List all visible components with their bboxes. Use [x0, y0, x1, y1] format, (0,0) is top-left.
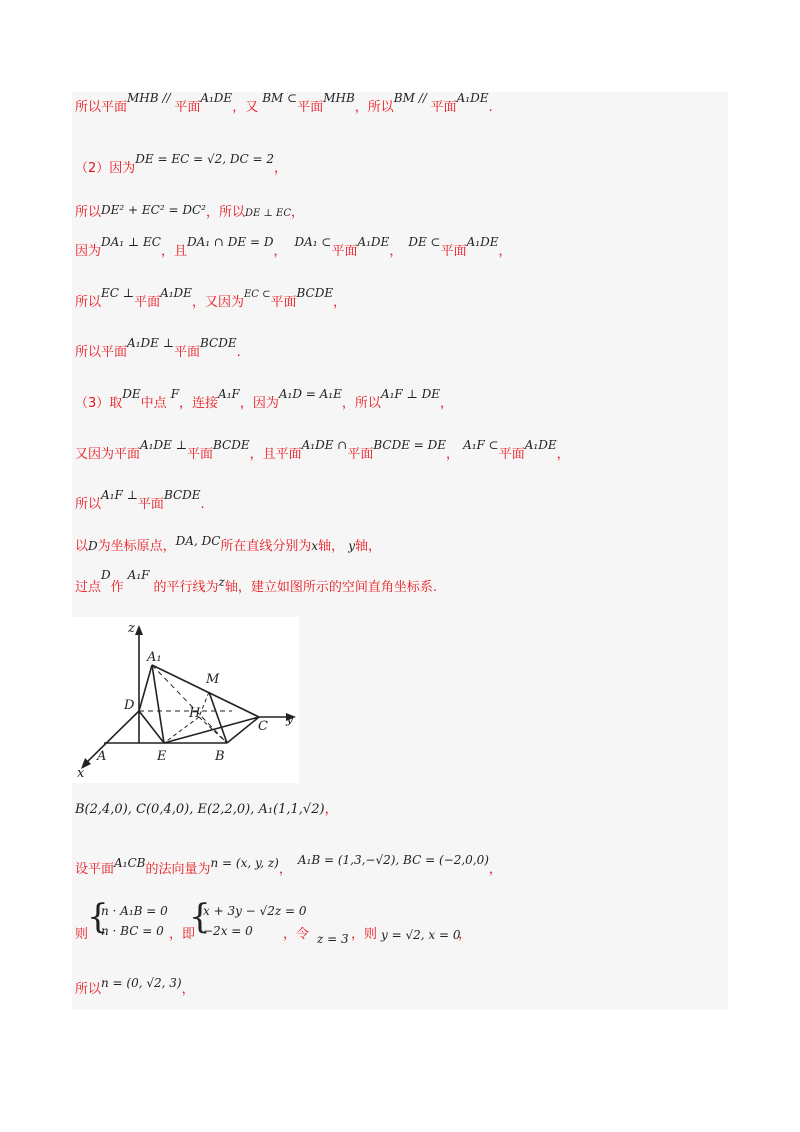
text: 轴，	[318, 539, 345, 554]
text: 则	[75, 927, 89, 942]
text: 的法向量为	[145, 862, 211, 877]
math: A₁DE	[524, 438, 557, 452]
text: 平面	[270, 295, 297, 310]
math: x + 3y − √2z = 0	[203, 904, 307, 918]
text: ，	[389, 244, 403, 259]
text: 平面	[347, 447, 374, 462]
label-M: M	[206, 672, 220, 687]
z-axis-arrow-icon	[135, 625, 143, 635]
text-line-10	[75, 534, 381, 554]
text: 过点	[75, 580, 102, 595]
text: （3）取	[75, 396, 123, 411]
math: EC ⊥	[101, 286, 135, 300]
text-line-12	[75, 803, 338, 816]
math: D	[88, 539, 98, 553]
math: D	[101, 568, 111, 582]
text: ，则	[351, 927, 378, 942]
left-brace-icon: {	[189, 897, 211, 937]
math: A₁DE	[456, 91, 489, 105]
math: DA₁ ∩ DE = D	[186, 235, 274, 249]
label-A: A	[97, 749, 107, 764]
math: A₁F	[127, 568, 150, 582]
math: MHB //	[127, 91, 175, 105]
label-H: H	[189, 706, 201, 721]
math: DE² + EC² = DC²	[101, 203, 206, 217]
text: （2）因为	[75, 161, 136, 176]
math: BCDE	[213, 438, 250, 452]
text: 作	[110, 580, 124, 595]
math: A₁F ⊂	[463, 438, 499, 452]
text: 轴，	[354, 539, 381, 554]
text: ，即	[169, 927, 196, 942]
text: 所以平面	[75, 345, 128, 360]
text-line-14	[75, 896, 495, 946]
text: 中点	[140, 396, 167, 411]
text-line-4	[75, 235, 512, 259]
text: ，且	[160, 244, 187, 259]
x-axis	[84, 711, 139, 765]
label-z: z	[128, 621, 135, 636]
math: DE = EC = √2, DC = 2	[135, 152, 275, 166]
text: ，连接	[179, 396, 219, 411]
text: 平面	[430, 100, 457, 115]
text: ，	[446, 447, 460, 462]
math: MHB	[323, 91, 355, 105]
text: ，	[498, 244, 512, 259]
text: ，	[291, 205, 305, 220]
text: 平面	[173, 345, 200, 360]
text: ，	[458, 927, 472, 942]
text: 所在直线分别为	[220, 539, 312, 554]
text: 的平行线为	[153, 580, 219, 595]
text: ，又	[232, 100, 259, 115]
math: n · BC = 0	[101, 924, 164, 938]
text: 平面	[440, 244, 467, 259]
math: x	[311, 539, 319, 553]
math: A₁D = A₁E	[278, 387, 342, 401]
text-line-9	[75, 488, 205, 512]
math: F	[170, 387, 180, 401]
math: DA, DC	[175, 534, 221, 548]
math: A₁DE	[357, 235, 390, 249]
math: A₁CB	[114, 856, 146, 870]
text: 所以	[75, 295, 102, 310]
text: ，	[273, 244, 287, 259]
text-line-13	[75, 853, 502, 877]
text: ，	[333, 295, 347, 310]
text-line-6	[75, 336, 241, 360]
text: ，	[324, 802, 338, 817]
math: −2x = 0	[203, 924, 253, 938]
math: n = (0, √2, 3)	[101, 976, 182, 990]
text: ，	[440, 396, 454, 411]
math: n · A₁B = 0	[101, 904, 168, 918]
text: ，	[181, 982, 195, 997]
text-line-2	[75, 152, 288, 176]
math: BCDE	[200, 336, 237, 350]
text: ，所以	[341, 396, 381, 411]
label-x: x	[77, 766, 85, 781]
math: A₁F ⊥ DE	[380, 387, 441, 401]
text: 平面	[331, 244, 358, 259]
text-line-11	[75, 568, 437, 595]
text: ，又因为	[191, 295, 244, 310]
text: 所以平面	[75, 100, 128, 115]
math: y = √2, x = 0	[381, 928, 461, 942]
math: BM //	[393, 91, 431, 105]
text: 平面	[498, 447, 525, 462]
text: .	[200, 497, 205, 512]
label-C: C	[258, 719, 268, 734]
math: B(2,4,0), C(0,4,0), E(2,2,0), A₁(1,1,√2)	[75, 802, 325, 817]
text: ，令	[283, 927, 310, 942]
text: ，所以	[205, 205, 245, 220]
text: 又因为平面	[75, 447, 141, 462]
text: .	[488, 100, 493, 115]
text: ，所以	[354, 100, 394, 115]
math: DE	[122, 387, 141, 401]
edge-MH-dashed	[199, 692, 209, 717]
math: DE ⊥ EC	[244, 208, 291, 219]
text-line-7	[75, 387, 454, 411]
text-line-3	[75, 203, 305, 220]
pyramid-diagram	[72, 617, 299, 783]
text-line-1	[75, 91, 493, 115]
coordinate-figure	[72, 617, 299, 783]
math: DA₁ ⊥ EC	[101, 235, 161, 249]
math: BCDE	[296, 286, 334, 300]
math: BM ⊂	[262, 91, 298, 105]
label-y: y	[286, 712, 294, 727]
math: y	[348, 539, 355, 553]
text-line-15	[75, 976, 195, 997]
text: 平面	[186, 447, 213, 462]
text: ，	[274, 161, 288, 176]
text: 所以	[75, 982, 102, 997]
label-D: D	[124, 698, 135, 713]
label-E: E	[157, 749, 167, 764]
text: 平面	[297, 100, 324, 115]
math: A₁DE ⊥	[127, 336, 174, 350]
math: n = (x, y, z)	[210, 856, 279, 870]
math: DA₁ ⊂	[294, 235, 332, 249]
edge-A1D	[139, 665, 152, 711]
text: 轴，建立如图所示的空间直角坐标系.	[224, 580, 437, 595]
math: A₁DE ∩	[301, 438, 348, 452]
math: A₁DE	[466, 235, 499, 249]
text: 设平面	[75, 862, 115, 877]
text: 平面	[174, 100, 201, 115]
math: A₁F ⊥	[101, 488, 138, 502]
label-B: B	[215, 749, 225, 764]
math: BCDE = DE	[373, 438, 447, 452]
edge-EC	[164, 717, 259, 743]
text-line-5	[75, 286, 347, 310]
math: A₁B = (1,3,−√2), BC = (−2,0,0)	[297, 853, 489, 867]
text: 平面	[137, 497, 164, 512]
text: 平面	[134, 295, 161, 310]
math: A₁DE	[160, 286, 192, 300]
text: ，因为	[239, 396, 279, 411]
text: 为坐标原点，	[97, 539, 176, 554]
text: ，	[278, 862, 292, 877]
math: z	[218, 575, 225, 589]
text-line-8	[75, 438, 570, 462]
math: z = 3	[317, 932, 349, 946]
math: BCDE	[163, 488, 201, 502]
text: ，	[556, 447, 570, 462]
math: A₁DE	[200, 91, 233, 105]
edge-A1E	[152, 665, 164, 743]
math: A₁F	[218, 387, 240, 401]
text: 所以	[75, 497, 102, 512]
math: EC ⊂	[243, 289, 271, 300]
text: 因为	[75, 244, 102, 259]
text: ，且平面	[249, 447, 302, 462]
text: 所以	[75, 205, 102, 220]
math: A₁DE ⊥	[140, 438, 187, 452]
left-brace-icon: {	[87, 897, 109, 937]
text: 以	[75, 539, 89, 554]
text: .	[236, 345, 241, 360]
text: ，	[488, 862, 502, 877]
math: DE ⊂	[408, 235, 441, 249]
label-A1: A₁	[147, 650, 162, 665]
